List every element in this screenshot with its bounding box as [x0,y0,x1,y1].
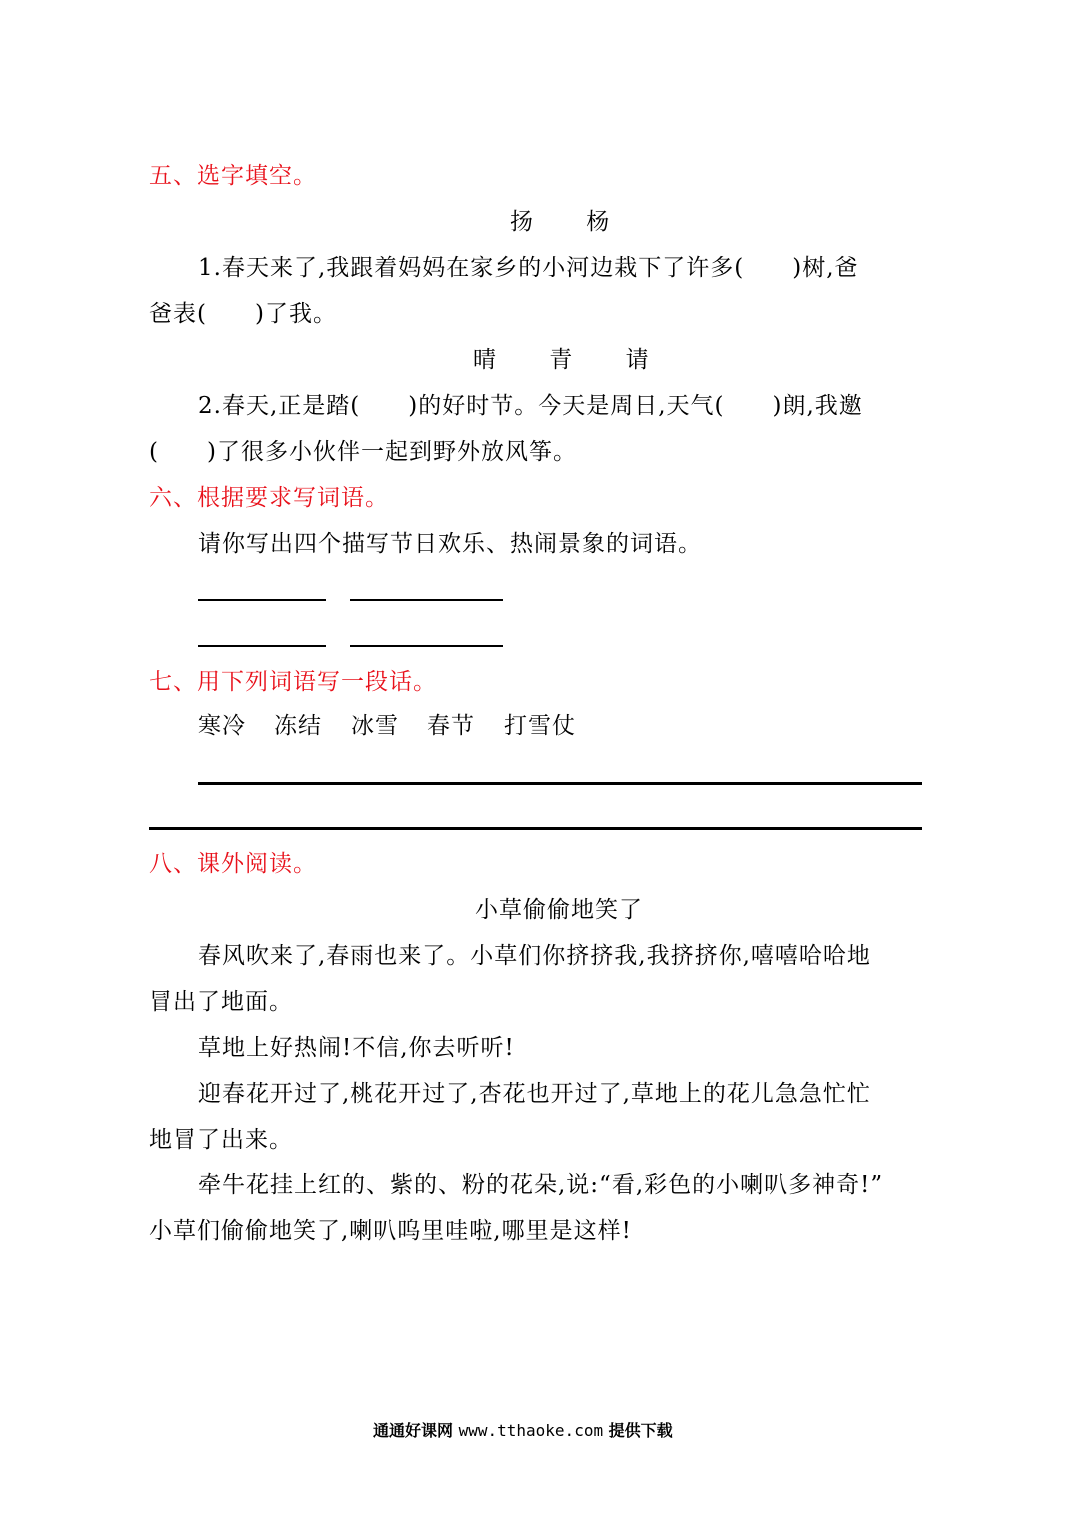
reading-p3-line1: 迎春花开过了,桃花开过了,杏花也开过了,草地上的花儿急急忙忙 [198,1081,871,1107]
section6-heading: 六、根据要求写词语。 [149,485,389,511]
answer-line-2[interactable] [350,599,503,601]
section6-prompt: 请你写出四个描写节日欢乐、热闹景象的词语。 [198,531,702,557]
q2-options: 晴 青 请 [473,347,650,373]
word-1: 寒冷 [198,713,246,739]
word-3: 冰雪 [351,713,399,739]
q2-line2: ( )了很多小伙伴一起到野外放风筝。 [149,439,577,465]
answer-line-1[interactable] [198,599,326,601]
q2-line1: 2.春天,正是踏( )的好时节。今天是周日,天气( )朗,我邀 [198,393,863,419]
word-4: 春节 [427,713,475,739]
q1-line2: 爸表( )了我。 [149,301,337,327]
reading-p1-line1: 春风吹来了,春雨也来了。小草们你挤挤我,我挤挤你,嘻嘻哈哈地 [198,943,871,969]
q1-options: 扬 杨 [510,209,611,235]
paragraph-line-2[interactable] [149,827,922,830]
section8-heading: 八、课外阅读。 [149,851,317,877]
reading-p3-line2: 地冒了出来。 [149,1127,293,1153]
reading-p4-line2: 小草们偷偷地笑了,喇叭呜里哇啦,哪里是这样! [149,1218,632,1244]
reading-p1-line2: 冒出了地面。 [149,989,293,1015]
section5-heading: 五、选字填空。 [149,163,317,189]
footer [373,1418,673,1441]
word-5: 打雪仗 [504,713,576,739]
footer-url[interactable]: www.tthaoke.com [458,1421,604,1440]
answer-line-3[interactable] [198,645,326,647]
footer-suffix: 提供下载 [608,1421,673,1440]
q1-line1: 1.春天来了,我跟着妈妈在家乡的小河边栽下了许多( )树,爸 [198,255,859,281]
footer-site-name: 通通好课网 [373,1421,454,1440]
reading-title: 小草偷偷地笑了 [475,897,643,923]
reading-p4-line1: 牵牛花挂上红的、紫的、粉的花朵,说:“看,彩色的小喇叭多神奇!” [198,1172,884,1198]
section7-heading: 七、用下列词语写一段话。 [149,669,437,695]
paragraph-line-1[interactable] [198,782,922,785]
reading-p2: 草地上好热闹!不信,你去听听! [198,1035,515,1061]
word-2: 冻结 [274,713,322,739]
answer-line-4[interactable] [350,645,503,647]
